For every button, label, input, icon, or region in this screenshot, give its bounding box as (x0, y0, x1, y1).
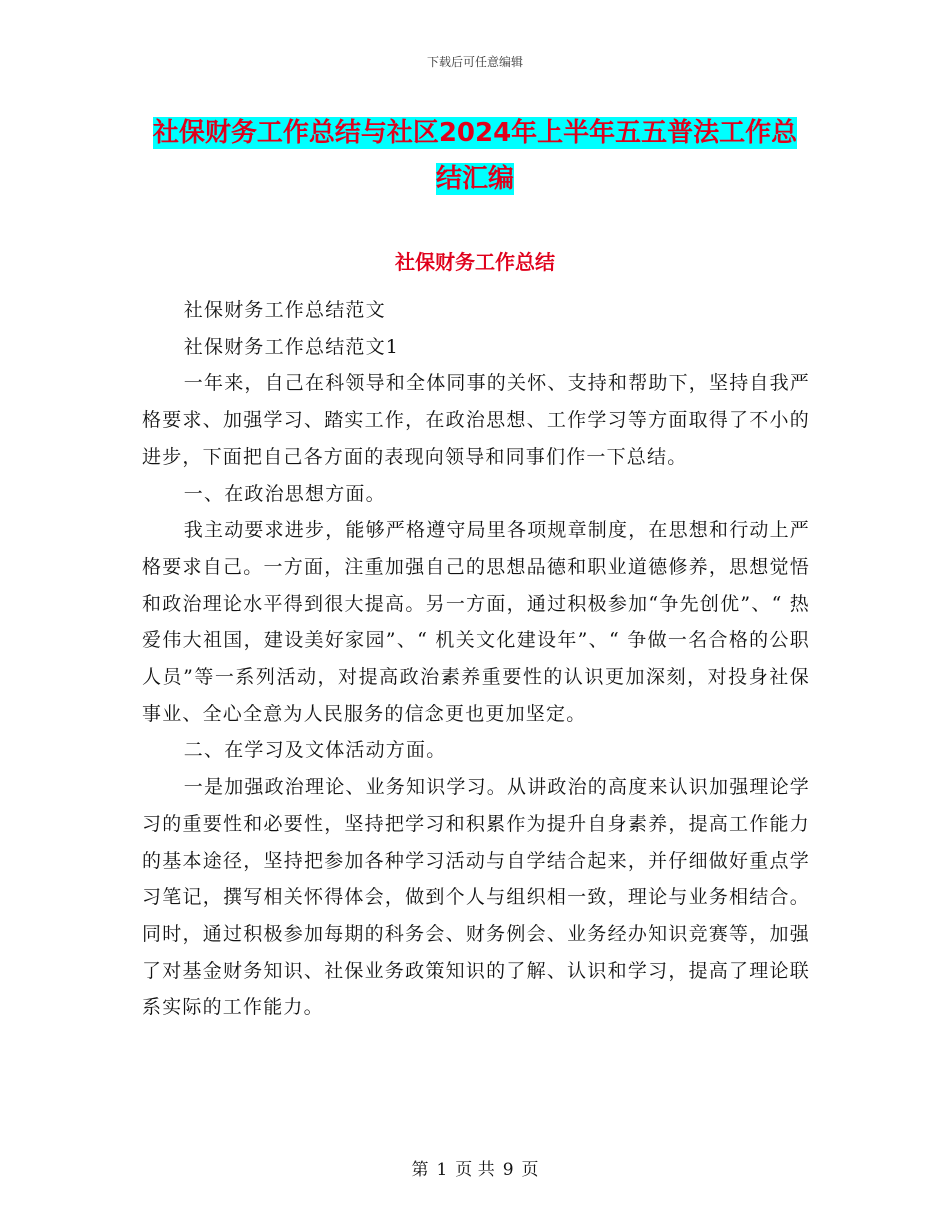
paragraph: 我主动要求进步，能够严格遵守局里各项规章制度，在思想和行动上严格要求自己。一方面，注重加强自己的思想品德和职业道德修养，思想觉悟和政治理论水平得到很大提高。另一方面，通过积极参加“争先创优”、“ 热爱伟大祖国，建设美好家园”、“ 机关文化建设年”、“ 争做一名合格的公职人员”等一系列活动，对提高政治素养重要性的认识更加深刻，对投身社保事业、全心全意为人民服务的信念更也更加坚定。 (142, 519, 810, 725)
document-title (140, 110, 810, 202)
current-page-number: 1 (436, 1160, 448, 1180)
paragraph: 社保财务工作总结范文 (183, 299, 386, 321)
page-footer (0, 1155, 950, 1180)
document-title-text: 社保财务工作总结与社区2024年上半年五五普法工作总结汇编 (152, 118, 798, 194)
header-note: 下载后可任意编辑 (426, 55, 523, 69)
paragraph: 二、在学习及文体活动方面。 (183, 739, 447, 762)
footer-middle: 页 共 (455, 1160, 495, 1180)
document-body (142, 292, 810, 1026)
footer-prefix: 第 (411, 1160, 429, 1180)
paragraph: 社保财务工作总结范文1 (183, 335, 400, 358)
paragraph: 一年来，自己在科领导和全体同事的关怀、支持和帮助下，坚持自我严格要求、加强学习、踏实工作，在政治思想、工作学习等方面取得了不小的进步，下面把自己各方面的表现向领导和同事们作一下总结。 (142, 372, 810, 468)
section-title: 社保财务工作总结 (395, 250, 555, 274)
footer-suffix: 页 (521, 1160, 539, 1180)
total-pages-number: 9 (502, 1160, 514, 1180)
paragraph: 一、在政治思想方面。 (183, 482, 386, 505)
paragraph: 一是加强政治理论、业务知识学习。从讲政治的高度来认识加强理论学习的重要性和必要性，坚持把学习和积累作为提升自身素养，提高工作能力的基本途径，坚持把参加各种学习活动与自学结合起来，并仔细做好重点学习笔记，撰写相关怀得体会，做到个人与组织相一致，理论与业务相结合。同时，通过积极参加每期的科务会、财务例会、业务经办知识竞赛等，加强了对基金财务知识、社保业务政策知识的了解、认识和学习，提高了理论联系实际的工作能力。 (142, 776, 810, 1019)
